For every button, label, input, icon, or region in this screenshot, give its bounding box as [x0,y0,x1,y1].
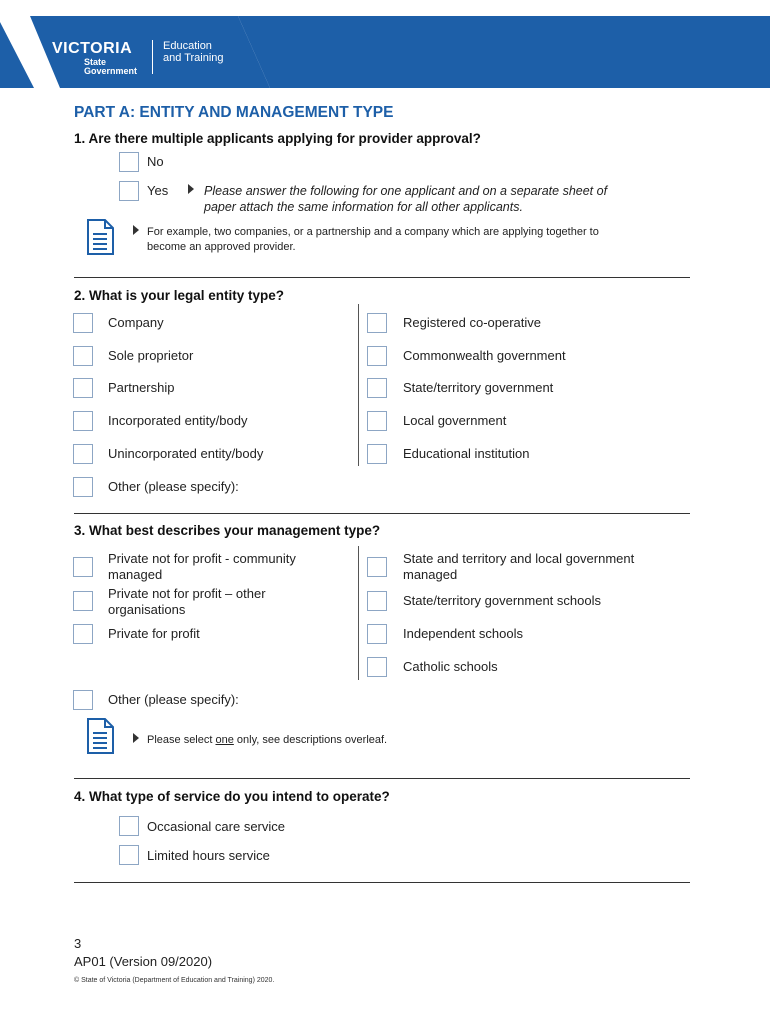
q3-option-label: Private not for profit - community managed [108,551,296,582]
q2-state-territory-checkbox[interactable] [367,378,387,398]
q2-option-label: Local government [403,413,507,428]
q3-for-profit-checkbox[interactable] [73,624,93,644]
document-icon [86,219,114,255]
q2-option-label: Registered co-operative [403,315,542,330]
department-name: Education and Training [163,40,224,64]
logo-state-government: State Government [84,57,138,76]
q3-option-label: Independent schools [403,626,523,641]
q2-other-label: Other (please specify): [108,479,239,494]
q2-option-label: Unincorporated entity/body [108,446,264,461]
q4-occasional-care-checkbox[interactable] [119,816,139,836]
q2-unincorporated-checkbox[interactable] [73,444,93,464]
q4-title: 4. What type of service do you intend to operate? [74,789,390,804]
column-divider [358,546,359,680]
q3-option-label: Private not for profit – other organisations [108,586,266,617]
q3-option-label: Catholic schools [403,659,498,674]
pointer-arrow-icon [133,733,139,743]
q3-other-checkbox[interactable] [73,690,93,710]
q4-limited-hours-checkbox[interactable] [119,845,139,865]
q2-option-label: Company [108,315,164,330]
section-divider [74,882,690,883]
q3-gov-schools-checkbox[interactable] [367,591,387,611]
q1-title: 1. Are there multiple applicants applying for provider approval? [74,131,481,146]
q2-option-label: Incorporated entity/body [108,413,248,428]
page-number: 3 [74,936,82,951]
q4-option-label: Occasional care service [147,819,285,834]
q3-state-local-gov-checkbox[interactable] [367,557,387,577]
q1-yes-checkbox[interactable] [119,181,139,201]
q2-option-label: State/territory government [403,380,554,395]
q3-option-label: Private for profit [108,626,200,641]
q3-nfp-other-checkbox[interactable] [73,591,93,611]
q3-selection-note: Please select one only, see descriptions overleaf. [147,734,388,746]
q1-no-checkbox[interactable] [119,152,139,172]
copyright: © State of Victoria (Department of Education and Training) 2020. [74,977,275,984]
q1-example-note: For example, two companies, or a partnership and a company which are applying together to become an approved provider. [147,226,599,253]
q3-option-label: State and territory and local government managed [403,551,635,582]
q2-other-checkbox[interactable] [73,477,93,497]
q2-commonwealth-checkbox[interactable] [367,346,387,366]
column-divider [358,304,359,466]
q3-title: 3. What best describes your management type? [74,523,381,538]
section-divider [74,513,690,514]
q3-nfp-community-checkbox[interactable] [73,557,93,577]
q1-yes-note: Please answer the following for one applicant and on a separate sheet of paper attach the same information for all other applicants. [204,184,608,214]
document-icon [86,718,114,754]
q2-option-label: Commonwealth government [403,348,566,363]
q2-option-label: Partnership [108,380,175,395]
q2-cooperative-checkbox[interactable] [367,313,387,333]
q2-incorporated-checkbox[interactable] [73,411,93,431]
q2-sole-proprietor-checkbox[interactable] [73,346,93,366]
q2-company-checkbox[interactable] [73,313,93,333]
pointer-arrow-icon [133,225,139,235]
q2-title: 2. What is your legal entity type? [74,288,285,303]
form-code: AP01 (Version 09/2020) [74,954,213,969]
q3-option-label: State/territory government schools [403,593,601,608]
q3-catholic-schools-checkbox[interactable] [367,657,387,677]
section-divider [74,778,690,779]
q3-other-label: Other (please specify): [108,692,239,707]
q2-option-label: Educational institution [403,446,530,461]
victoria-logo: VICTORIA [52,40,133,57]
pointer-arrow-icon [188,184,194,194]
q2-partnership-checkbox[interactable] [73,378,93,398]
q2-local-government-checkbox[interactable] [367,411,387,431]
q1-no-label: No [147,154,164,169]
q4-option-label: Limited hours service [147,848,270,863]
logo-divider [152,40,153,74]
q2-option-label: Sole proprietor [108,348,194,363]
section-divider [74,277,690,278]
q1-yes-label: Yes [147,183,169,198]
q3-independent-schools-checkbox[interactable] [367,624,387,644]
q2-educational-institution-checkbox[interactable] [367,444,387,464]
part-title: PART A: ENTITY AND MANAGEMENT TYPE [74,104,394,121]
